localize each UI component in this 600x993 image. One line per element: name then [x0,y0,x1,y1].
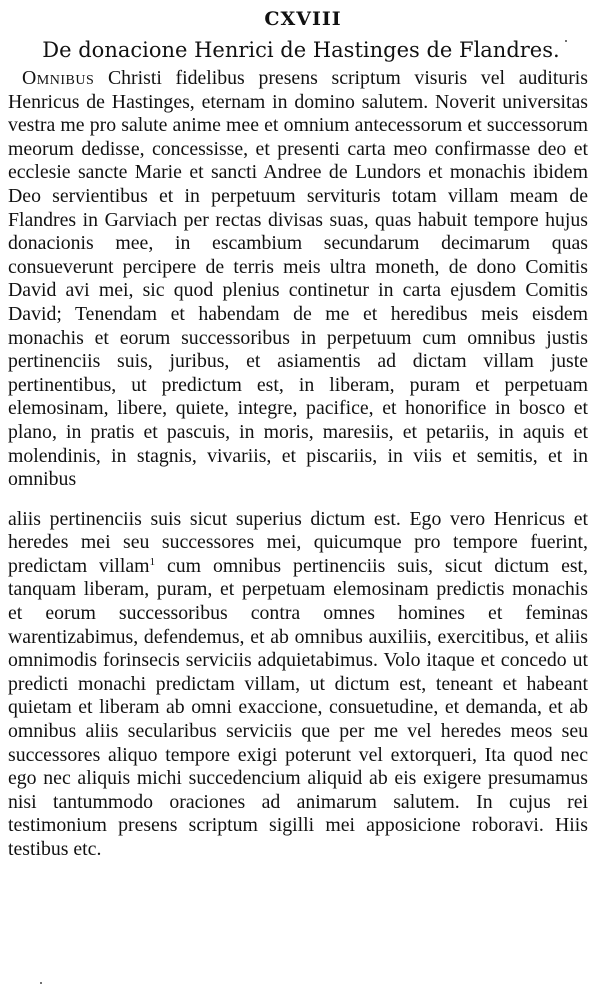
paragraph-2-text-after-note: cum omnibus pertinenciis suis, sicut dictum est, tanquam liberam, puram, et perpetuam elemosinam predictis monachis et eorum successoribus contra omnes homines et feminas warentizabimus, defendemus, et ab omnibus auxiliis, exercitibus, et aliis omnimodis forinsecis serviciis adquietabimus. Volo itaque et concedo ut predicti monachi predictam villam, ut dictum est, teneant et habeant quietam et liberam ab omni exaccione, consuetudine, et demanda, et ab omnibus aliis secularibus serviciis que per me vel heredes meos seu successores aliquo tempore exigi poterunt vel extorqueri, Ita quod nec ego nec aliquis michi succedencium aliquid ab eis exigere presumamus nisi tantummodo oraciones ad animarum salutem. In cujus rei testimonium presens scriptum sigilli mei apposicione roboravi. Hiis testibus etc. [8,554,588,860]
charter-number: CXVIII [264,8,342,30]
opening-word: Omnibus [22,67,95,89]
paragraph-1 [8,67,588,492]
scan-speck [565,40,567,42]
paragraph-2-text-before-note: aliis pertinenciis suis sicut superius dictum est. Ego vero Henricus et heredes mei seu successores mei, quicumque pro tempore fuerint, predictam villam [8,507,588,577]
paragraph-2 [8,508,588,862]
scan-speck [40,982,42,984]
footnote-marker: 1 [149,555,156,568]
paragraph-1-text: Christi fidelibus presens scriptum visuris vel audituris Henricus de Hastinges, eternam in domino salutem. Noverit universitas vestra me pro salute anime mee et omnium antecessorum et successorum meorum dedisse, concessisse, et presenti carta meo confirmasse deo et ecclesie sancte Marie et sancti Andree de Lundors et monachis ibidem Deo servientibus et in perpetuum servituris totam villam meam de Flandres in Garviach per rectas divisas suas, quas habuit tempore hujus donacionis mee, in escambium secundarum decimarum quas consueverunt percipere de terris meis ultra moneth, de dono Comitis David avi mei, sic quod plenius continetur in carta ejusdem Comitis David; Tenendam et habendam de me et heredibus meis eisdem monachis et eorum successoribus in perpetuum cum omnibus justis pertinenciis suis, juribus, et asiamentis ad dictam villam juste pertinentibus, ut predictum est, in liberam, puram et perpetuam elemosinam, libere, quiete, integre, pacifice, et honorifice in bosco et plano, in pratis et pascuis, in moris, maresiis, et petariis, in aquis et molendinis, in stagnis, vivariis, et piscariis, in viis et semitis, et in omnibus [8,67,588,491]
charter-title: De donacione Henrici de Hastinges de Flandres. [42,38,560,62]
